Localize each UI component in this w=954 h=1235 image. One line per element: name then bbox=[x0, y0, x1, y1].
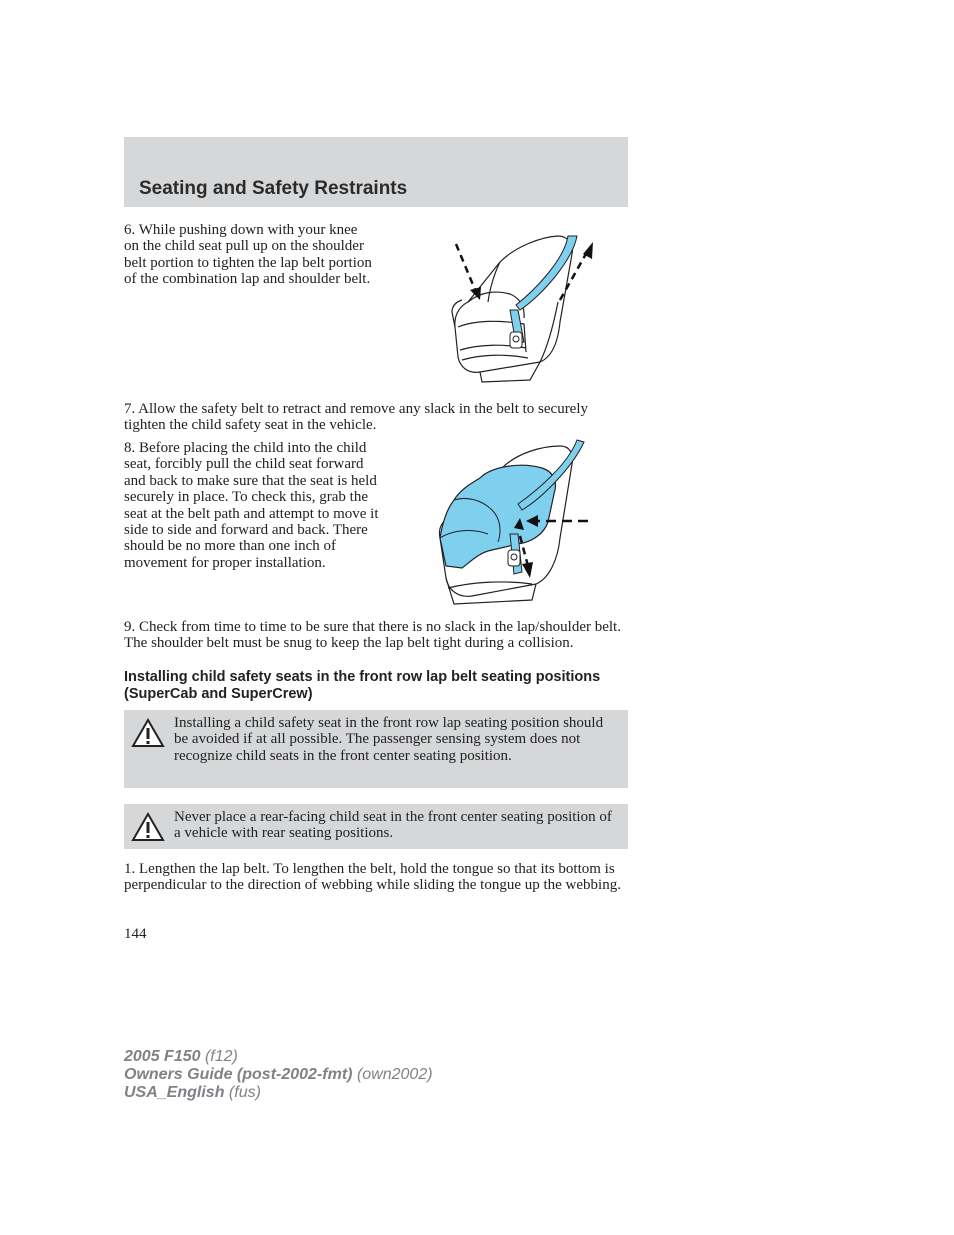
step-1-text: 1. Lengthen the lap belt. To lengthen the belt, hold the tongue so that its bottom is perpendicular to the direction of webbing while sliding the tongue up the webbing. bbox=[124, 861, 621, 894]
section-heading-front-row: Installing child safety seats in the front row lap belt seating positions (SuperCab and SuperCrew) bbox=[124, 669, 601, 702]
footer-language-code: (fus) bbox=[228, 1084, 261, 1101]
warning-text: Installing a child safety seat in the front row lap seating position should be avoided if at all possible. The passenger sensing system does not recognize child seats in the front center seating position. bbox=[174, 715, 604, 764]
step-7-text: 7. Allow the safety belt to retract and remove any slack in the belt to securely tighten the child safety seat in the vehicle. bbox=[124, 401, 589, 434]
footer-model-code: (f12) bbox=[204, 1048, 238, 1065]
section-title: Seating and Safety Restraints bbox=[139, 178, 408, 199]
section-header-band bbox=[124, 137, 628, 207]
footer-line-model bbox=[124, 1048, 433, 1066]
warning-box-rear-facing bbox=[124, 804, 628, 849]
footer-model: 2005 F150 bbox=[124, 1048, 201, 1065]
footer-language: USA_English bbox=[124, 1084, 225, 1101]
warning-triangle-icon bbox=[131, 718, 165, 748]
illustration-check-seat-movement bbox=[432, 438, 594, 608]
warning-box-front-row bbox=[124, 710, 628, 788]
illustration-tighten-belt bbox=[440, 232, 600, 384]
document-footer bbox=[124, 1048, 433, 1102]
warning-triangle-icon bbox=[131, 812, 165, 842]
footer-guide-code: (own2002) bbox=[356, 1066, 433, 1083]
step-9-text: 9. Check from time to time to be sure that there is no slack in the lap/shoulder belt. The shoulder belt must be snug to keep the lap belt tight during a collision. bbox=[124, 619, 621, 652]
step-8-text: 8. Before placing the child into the child seat, forcibly pull the child seat forward and back to make sure that the seat is held securely in place. To check this, grab the seat at the belt path and attempt to move it side to side and forward and back. There should be no more than one inch of movement for proper installation. bbox=[124, 440, 379, 571]
footer-line-guide bbox=[124, 1066, 433, 1084]
footer-line-language bbox=[124, 1084, 433, 1102]
warning-text: Never place a rear-facing child seat in the front center seating position of a vehicle with rear seating positions. bbox=[174, 809, 612, 842]
page-number: 144 bbox=[124, 926, 147, 942]
step-6-text: 6. While pushing down with your knee on the child seat pull up on the shoulder belt portion to tighten the lap belt portion of the combination lap and shoulder belt. bbox=[124, 222, 372, 288]
footer-guide: Owners Guide (post-2002-fmt) bbox=[124, 1066, 353, 1083]
